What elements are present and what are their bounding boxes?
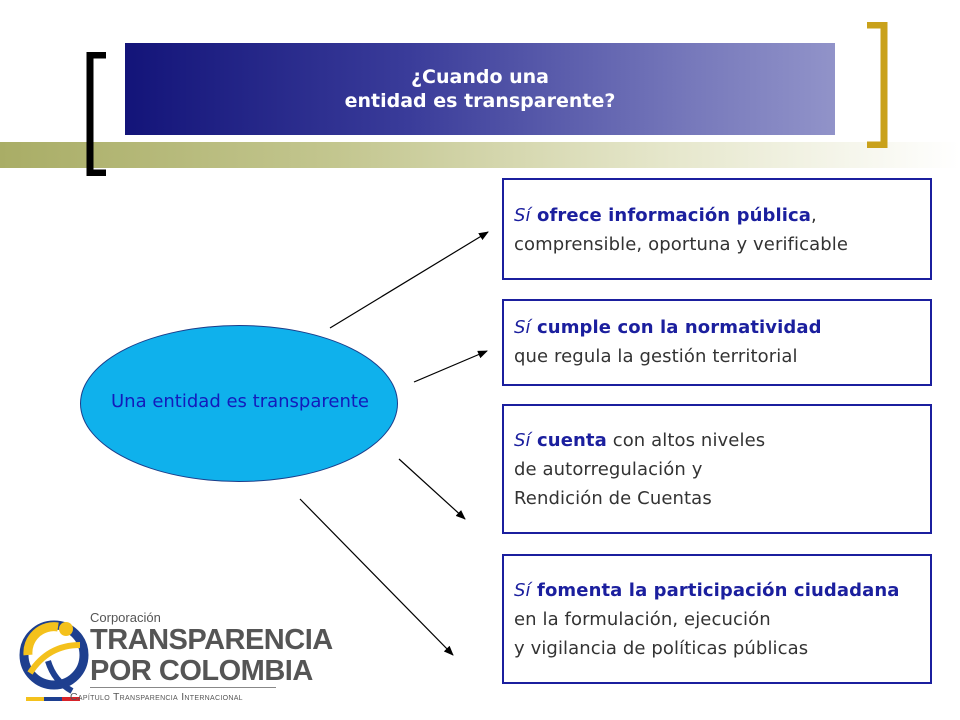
logo-divider xyxy=(90,687,276,688)
box-1-line-2: comprensible, oportuna y verificable xyxy=(514,234,849,255)
box-1-si: Sí xyxy=(514,205,531,226)
logo-chapter: Capítulo Transparencia Internacional xyxy=(70,691,243,703)
title-line-1: ¿Cuando una xyxy=(411,66,549,88)
arrow-to-box-1 xyxy=(330,232,488,328)
box-3-si: Sí xyxy=(514,430,531,451)
logo-emblem-icon xyxy=(18,615,90,703)
box-3-rest: con altos niveles xyxy=(606,430,766,451)
statement-box-3 xyxy=(502,404,932,534)
box-2-line-1 xyxy=(514,313,822,342)
arrow-to-box-2 xyxy=(414,351,487,382)
statement-box-1 xyxy=(502,178,932,280)
title-line-2: entidad es transparente? xyxy=(344,90,616,112)
box-3-line-1 xyxy=(514,426,765,455)
box-3-line-2: de autorregulación y xyxy=(514,459,703,480)
box-4-line-2: en la formulación, ejecución xyxy=(514,609,771,630)
statement-box-4 xyxy=(502,554,932,684)
box-2-line-2: que regula la gestión territorial xyxy=(514,346,798,367)
box-2-si: Sí xyxy=(514,317,531,338)
box-4-highlight: fomenta la participación ciudadana xyxy=(530,580,900,601)
center-node-label: Una entidad es transparente xyxy=(110,391,369,412)
box-4-si: Sí xyxy=(514,580,531,601)
box-2-highlight: cumple con la normatividad xyxy=(530,317,822,338)
box-1-rest: , xyxy=(811,205,817,226)
box-1-highlight: ofrece información pública xyxy=(530,205,812,226)
logo-corporacion: Corporación xyxy=(90,610,161,625)
box-4-line-3: y vigilancia de políticas públicas xyxy=(514,638,809,659)
box-1-line-1 xyxy=(514,201,817,230)
statement-box-2 xyxy=(502,299,932,386)
arrow-to-box-3 xyxy=(399,459,465,519)
logo-line-1: TRANSPARENCIA xyxy=(90,624,333,656)
logo-line-2: POR COLOMBIA xyxy=(90,655,313,687)
box-4-line-1 xyxy=(514,576,900,605)
box-3-line-3: Rendición de Cuentas xyxy=(514,488,712,509)
box-3-highlight: cuenta xyxy=(530,430,607,451)
